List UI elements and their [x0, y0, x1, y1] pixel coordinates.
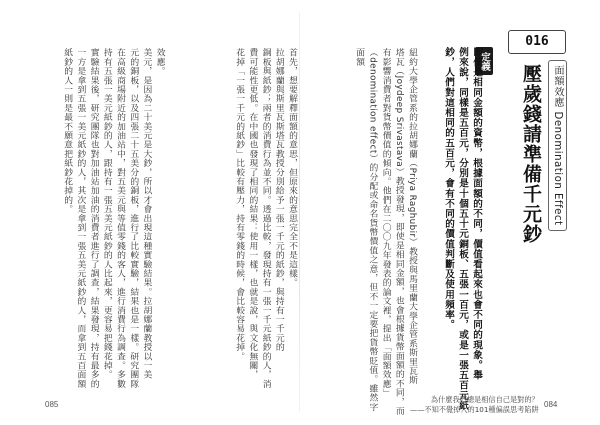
body-line: 美元，是因為二十美元是大鈔，所以才會出現這種實驗結果。拉胡娜蘭教授以一美 [141, 48, 152, 380]
page-number-left: 085 [45, 400, 59, 409]
body-line: 塔瓦（Joydeep Srivastava）教授發現，即使是相同金額，也會根據貨幣面額的不同，而 [393, 48, 404, 416]
right-page-body [352, 48, 418, 416]
running-head-subtitle: ——不知不覺掉入的101種偏誤思考陷阱 [410, 405, 539, 414]
chapter-number: 016 [508, 30, 566, 54]
body-line: 有影響消費者對貨幣價值的傾向。他們在二〇〇九年發表的論文裡，提出「面額效應」 [380, 48, 391, 398]
body-line: 拉胡娜蘭與斯里瓦斯塔瓦教授分別給予一張一千元的紙鈔，與持有一千元的 [273, 48, 284, 352]
chapter-title: 壓歲錢請準備千元鈔 [520, 64, 542, 244]
running-head-title: 為什麼我們總是相信自己是對的？ [430, 395, 539, 404]
definition-line: 即使是相同金額的資幣，根據面額的不同，價值看起來也會不同的現象。舉 [471, 47, 482, 381]
definition-line: 例來說，同樣是五百元，分別是十個五十元銅板、五張一百元，或是一張五百元紙 [457, 47, 468, 411]
body-line: 紐約大學企管系的拉胡娜蘭（Priya Raghubir）教授與馬里蘭大學企管系斯里瓦斯 [407, 48, 418, 385]
body-line: 紙鈔的人一則是最不願意把紙鈔花掉的。 [62, 48, 73, 214]
body-line: 實驗結果後，研究團隊也對加油站加油的消費者進行了調查，結果發現，持有最多的 [88, 48, 99, 389]
body-line: 效應。 [154, 48, 165, 76]
body-line: （denomination effect）的分配或命名貨幣價值之意，但不一定要把貨幣貶值。雖然字 [367, 48, 378, 412]
running-head [410, 395, 539, 415]
left-page-body-top [232, 48, 298, 389]
body-line: 費可能性更低。在中國也發現了相同的結果：使用一樣，也就是說，與文化無關， [247, 48, 258, 380]
definition-line: 鈔，人們對這相同的五百元，會有不同的價值判斷及使用頻率。 [443, 47, 454, 330]
body-line: 首先，想要解釋面額的意思，但原來的意思完全不是這樣。 [287, 48, 298, 288]
definition-text [441, 47, 483, 411]
left-page-body [60, 48, 166, 389]
definition-tag: 定義 [475, 47, 493, 75]
body-line: 銅板與紙鈔；兩者的消費行為並不同。透過比較，發現持有一張一千元紙鈔的人，消 [260, 48, 271, 389]
effect-name-label: 面額效應 Denomination Effect [548, 60, 567, 231]
body-line: 持有五張一美元紙鈔的人，跟持有一張五美元紙鈔的人比起來，更容易把錢花掉。 [101, 48, 112, 380]
body-line: 花掉「一張一千元的紙鈔」比較有壓力，持有零錢的時候，會比較容易花掉。 [234, 48, 245, 361]
body-line: 元的銅板，以及四張二十五美分的銅板，進行了比較實驗，結果也是一樣。研究團隊 [128, 48, 139, 389]
page-number-right: 084 [544, 400, 558, 409]
body-line: 面額 [354, 48, 365, 67]
body-line: 一方是拿到五張一美元紙鈔的人，其次是拿到一張五美元紙鈔的人，而拿到五百面額 [75, 48, 86, 389]
page-gutter [299, 12, 300, 412]
body-line: 在高級商場附近的加油站中，對五美元與等值零錢的客人，進行消費行為調查。多數 [115, 48, 126, 389]
